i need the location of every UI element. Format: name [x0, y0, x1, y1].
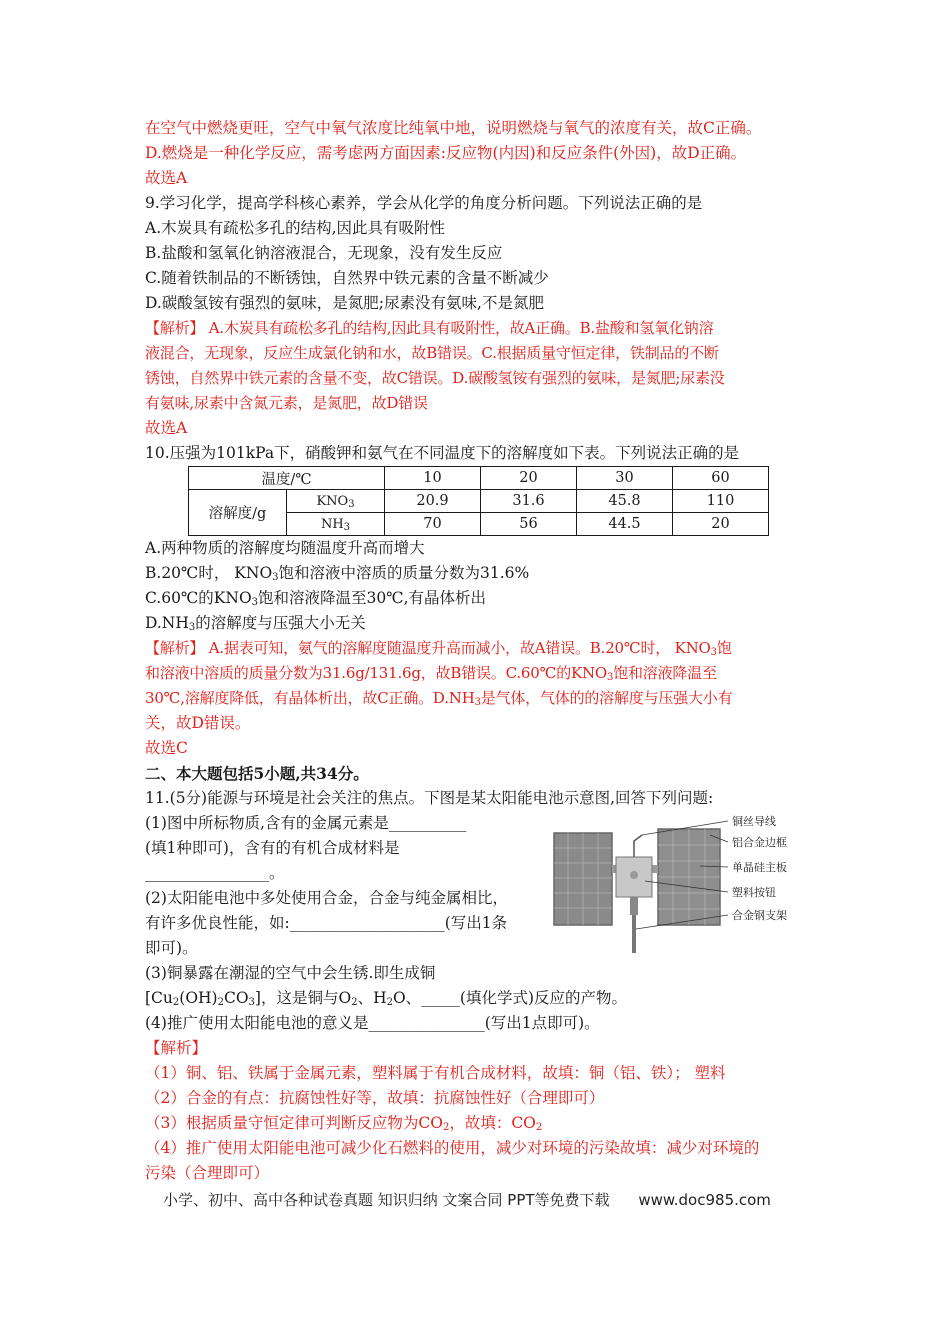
table-cell: 20 — [481, 467, 577, 490]
solar-panel-figure — [550, 811, 800, 956]
table-row — [189, 490, 769, 513]
table-cell: 20 — [673, 513, 769, 536]
table-cell: 60 — [673, 467, 769, 490]
question-10-stem: 10.压强为101kPa下，硝酸钾和氨气在不同温度下的溶解度如下表。下列说法正确的是 — [145, 444, 740, 462]
answer-choice: 故选C — [145, 739, 188, 757]
solubility-table — [188, 466, 769, 536]
figure-label: 单晶硅主板 — [732, 861, 787, 874]
analysis-10-line: 关，故D错误。 — [145, 714, 251, 732]
figure-label: 铝合金边框 — [732, 836, 787, 849]
table-cell: 45.8 — [577, 490, 673, 513]
analysis-10-line: 30℃,溶解度降低，有晶体析出，故C正确。$D.NH_3$是气体，气体的的溶解度与压强大小有 — [145, 689, 733, 708]
table-cell: 20.9 — [385, 490, 481, 513]
question-10-option-a: A.两种物质的溶解度均随温度升高而增大 — [145, 539, 425, 557]
question-9-stem: 9.学习化学，提高学科核心素养，学会从化学的角度分析问题。下列说法正确的是 — [145, 194, 703, 212]
question-11-part: ________________。 — [145, 864, 285, 882]
analysis-9-line: 液混合，无现象，反应生成氯化钠和水，故B错误。C.根据质量守恒定律，铁制品的不断 — [145, 344, 719, 362]
table-cell: 溶解度/g — [189, 490, 287, 536]
document-body — [145, 116, 810, 1186]
figure-label: 合金钢支架 — [732, 909, 787, 922]
question-10-option-c: C.60℃的$KNO_3$饱和溶液降温至30℃,有晶体析出 — [145, 589, 487, 608]
table-row — [189, 467, 769, 490]
analysis-9-line: 锈蚀，自然界中铁元素的含量不变，故C错误。D.碳酸氢铵有强烈的氨味，是氮肥;尿素没 — [145, 369, 725, 387]
table-cell: 110 — [673, 490, 769, 513]
table-cell: 温度/℃ — [189, 467, 385, 490]
table-cell: 31.6 — [481, 490, 577, 513]
table-cell: 56 — [481, 513, 577, 536]
footer-text: 小学、初中、高中各种试卷真题 知识归纳 文案合同 PPT等免费下载 — [163, 1191, 610, 1209]
table-cell: $KNO_3$ — [287, 490, 385, 513]
question-9-option-c: C.随着铁制品的不断锈蚀，自然界中铁元素的含量不断减少 — [145, 269, 549, 287]
analysis-11-line: （1）铜、铝、铁属于金属元素，塑料属于有机合成材料，故填：铜（铝、铁）； 塑料 — [145, 1064, 726, 1082]
question-11-part: (4)推广使用太阳能电池的意义是_______________(写出1点即可)。 — [145, 1014, 600, 1032]
question-11-part: 有许多优良性能，如:____________________(写出1条 — [145, 914, 508, 932]
question-11-stem: 11.(5分)能源与环境是社会关注的焦点。下图是某太阳能电池示意图,回答下列问题: — [145, 789, 714, 807]
analysis-10-line: 和溶液中溶质的质量分数为31.6g/131.6g，故B错误。C.60℃的$KNO_3$饱和溶液降温至 — [145, 664, 717, 683]
question-11-part: $[Cu_2(OH)_2CO_3]$，这是铜与$O_2$、$H_2O$、_____(填化学式)反应的产物。 — [145, 989, 628, 1008]
figure-label: 塑料按钮 — [732, 886, 776, 899]
analysis-11-line: （2）合金的有点：抗腐蚀性好等，故填：抗腐蚀性好（合理即可） — [145, 1089, 605, 1107]
question-10-option-d: $D.NH_3$的溶解度与压强大小无关 — [145, 614, 366, 633]
question-9-option-a: A.木炭具有疏松多孔的结构,因此具有吸附性 — [145, 219, 446, 237]
analysis-11-line: （3）根据质量守恒定律可判断反应物为$CO_2$，故填：$CO_2$ — [145, 1114, 543, 1133]
question-9-option-d: D.碳酸氢铵有强烈的氨味，是氮肥;尿素没有氨味,不是氮肥 — [145, 294, 544, 312]
analysis-9-line: 【解析】 A.木炭具有疏松多孔的结构,因此具有吸附性，故A正确。B.盐酸和氢氧化钠溶 — [145, 319, 714, 337]
footer-link[interactable]: www.doc985.com — [638, 1191, 771, 1209]
answer-choice: 故选A — [145, 169, 188, 187]
page-footer — [163, 1189, 771, 1210]
question-11-part: 即可)。 — [145, 939, 198, 957]
figure-label: 铜丝导线 — [732, 815, 776, 828]
question-10-option-b: B.20℃时， $KNO_3$饱和溶液中溶质的质量分数为31.6% — [145, 564, 530, 583]
analysis-heading: 【解析】 — [145, 1039, 208, 1057]
question-11-part: (填1种即可)，含有的有机合成材料是 — [145, 839, 400, 857]
answer-text-line: D.燃烧是一种化学反应，需考虑两方面因素:反应物(内因)和反应条件(外因)，故D正确。 — [145, 144, 747, 162]
question-11-part: (1)图中所标物质,含有的金属元素是__________ — [145, 814, 467, 832]
table-cell: 70 — [385, 513, 481, 536]
question-11-part: (3)铜暴露在潮湿的空气中会生锈.即生成铜 — [145, 964, 436, 982]
section-heading: 二、本大题包括5小题,共34分。 — [145, 764, 369, 783]
table-cell: 30 — [577, 467, 673, 490]
table-cell: 44.5 — [577, 513, 673, 536]
solar-panel-illustration — [550, 811, 800, 956]
analysis-10-line: 【解析】 A.据表可知，氨气的溶解度随温度升高而减小，故A错误。B.20℃时， $KNO_3$饱 — [145, 639, 732, 658]
table-cell: $NH_3$ — [287, 513, 385, 536]
analysis-11-line: （4）推广使用太阳能电池可减少化石燃料的使用，减少对环境的污染故填：减少对环境的 — [145, 1139, 760, 1157]
analysis-9-line: 有氨味,尿素中含氮元素，是氮肥，故D错误 — [145, 394, 428, 412]
answer-choice: 故选A — [145, 419, 188, 437]
answer-text-line: 在空气中燃烧更旺，空气中氧气浓度比纯氧中地，说明燃烧与氧气的浓度有关，故C正确。 — [145, 119, 762, 137]
table-cell: 10 — [385, 467, 481, 490]
question-11-part: (2)太阳能电池中多处使用合金，合金与纯金属相比， — [145, 889, 508, 907]
analysis-11-line: 污染（合理即可） — [145, 1164, 270, 1182]
question-9-option-b: B.盐酸和氢氧化钠溶液混合，无现象，没有发生反应 — [145, 244, 503, 262]
